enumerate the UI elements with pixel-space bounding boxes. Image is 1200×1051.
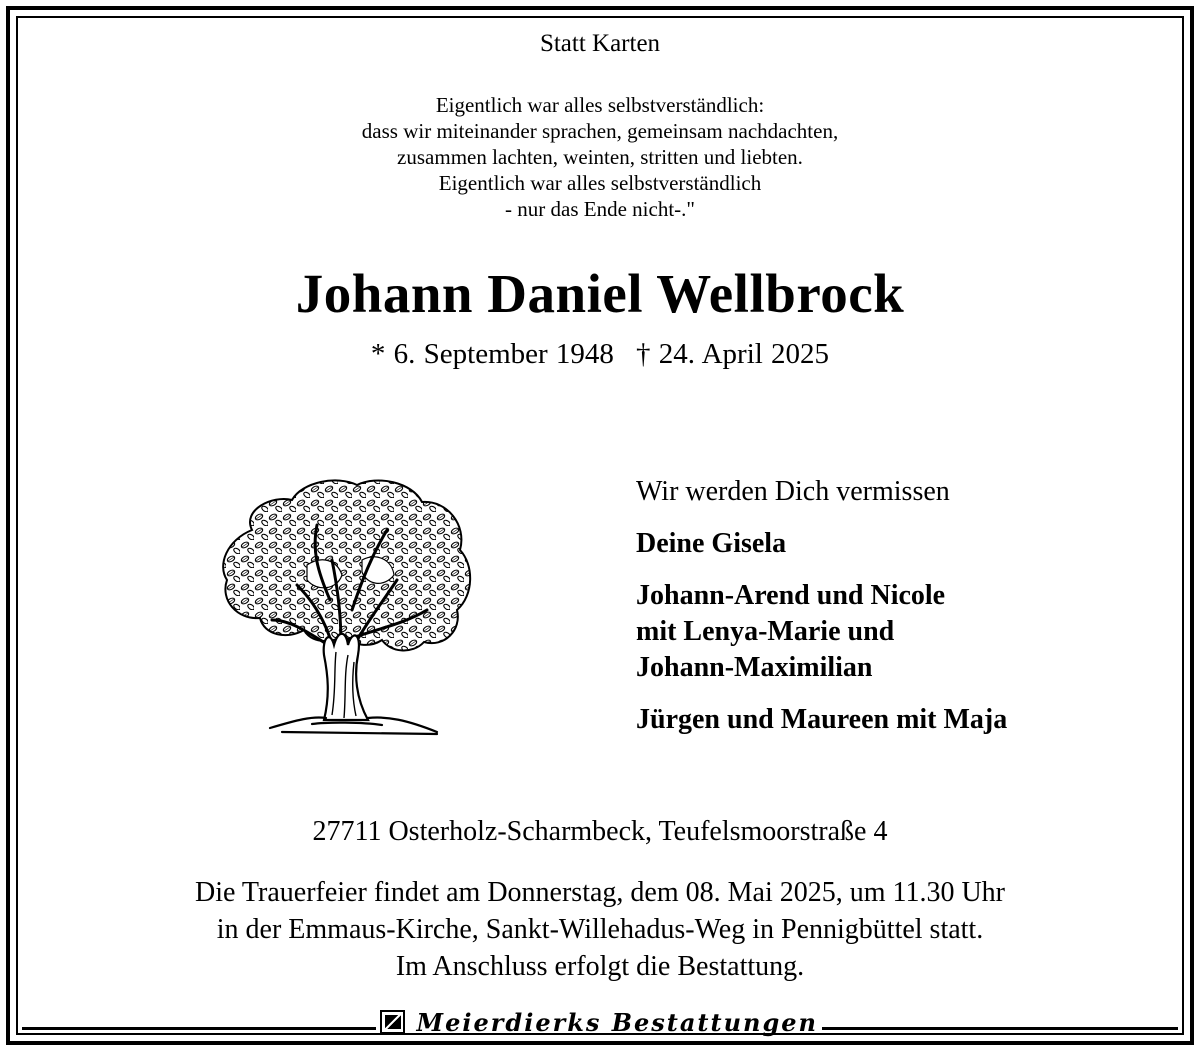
undertaker-name: Meierdierks Bestattungen	[416, 1007, 818, 1037]
service-line: Die Trauerfeier findet am Donnerstag, dem 08. Mai 2025, um 11.30 Uhr	[194, 877, 1006, 908]
mourner-family-line: Johann-Maximilian	[636, 652, 873, 683]
footer	[0, 1003, 1200, 1039]
service-line: in der Emmaus-Kirche, Sankt-Willehadus-Weg in Pennigbüttel statt.	[216, 914, 984, 945]
undertaker-logo-icon	[380, 1010, 405, 1034]
address: 27711 Osterholz-Scharmbeck, Teufelsmoorstraße 4	[312, 816, 888, 847]
footer-rule-left	[22, 1027, 376, 1030]
statt-karten-heading: Statt Karten	[539, 30, 661, 57]
poem-line: Eigentlich war alles selbstverständlich:	[435, 93, 765, 117]
mourner-family-line: Johann-Arend und Nicole	[636, 580, 946, 611]
tree-icon	[212, 470, 482, 740]
mourner-family-line: mit Lenya-Marie und	[636, 616, 895, 647]
mourners-intro: Wir werden Dich vermissen	[636, 476, 950, 507]
poem-line: - nur das Ende nicht-."	[505, 197, 695, 221]
poem-line: Eigentlich war alles selbstverständlich	[438, 171, 762, 195]
poem-line: dass wir miteinander sprachen, gemeinsam nachdachten,	[361, 119, 839, 143]
mourners-block	[636, 474, 1156, 738]
mourner-spouse: Deine Gisela	[636, 528, 787, 559]
service-info	[0, 874, 1200, 985]
mourner-family-line: Jürgen und Maureen mit Maja	[636, 704, 1008, 735]
life-dates	[0, 338, 1200, 371]
footer-rule-right	[822, 1027, 1178, 1030]
undertaker-logo	[380, 1007, 818, 1037]
death-date: † 24. April 2025	[635, 338, 830, 370]
poem	[0, 92, 1200, 222]
birth-date: * 6. September 1948	[370, 338, 614, 370]
poem-line: zusammen lachten, weinten, stritten und liebten.	[397, 145, 803, 169]
deceased-name: Johann Daniel Wellbrock	[295, 263, 905, 324]
service-line: Im Anschluss erfolgt die Bestattung.	[395, 951, 805, 982]
